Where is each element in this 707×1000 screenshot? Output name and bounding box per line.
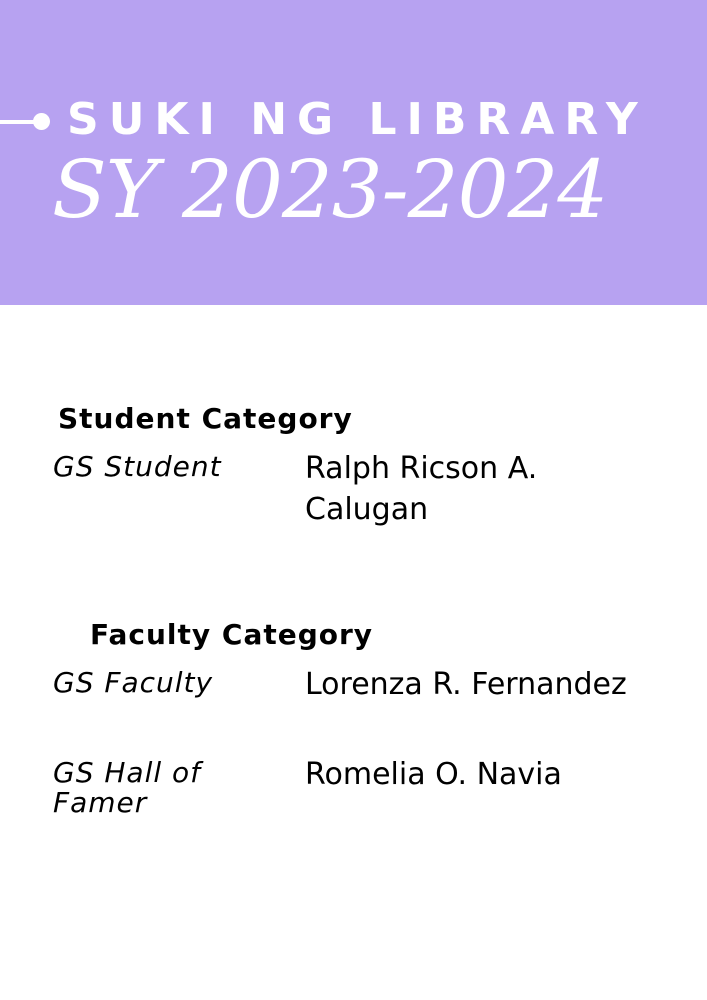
page-title: SUKI NG LIBRARY — [67, 94, 648, 145]
faculty-row-value: Lorenza R. Fernandez — [305, 667, 627, 702]
hall-of-famer-row-label: GS Hall of Famer — [53, 756, 202, 819]
student-category-heading: Student Category — [58, 402, 353, 435]
decorative-dot-icon — [33, 113, 50, 130]
header-banner — [0, 0, 707, 305]
faculty-category-heading: Faculty Category — [90, 618, 374, 651]
school-year: SY 2023-2024 — [52, 143, 608, 236]
student-row-value: Ralph Ricson A. Calugan — [305, 451, 538, 527]
student-row-label: GS Student — [53, 450, 222, 483]
faculty-row-label: GS Faculty — [53, 666, 214, 699]
hall-of-famer-row-value: Romelia O. Navia — [305, 757, 562, 792]
